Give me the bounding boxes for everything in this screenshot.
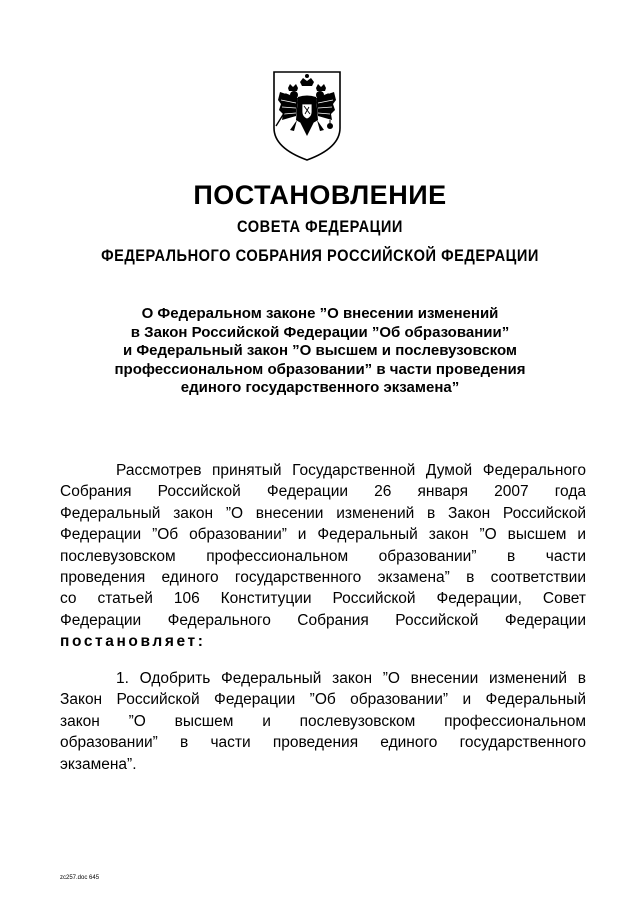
file-reference: zc257.doc 645 <box>60 875 100 881</box>
paragraph-line: послевузовском профессиональном образовании” в части <box>60 547 586 565</box>
issuer-line-1: СОВЕТА ФЕДЕРАЦИИ <box>237 217 403 236</box>
resolution-item-1 <box>60 668 586 775</box>
subject-line: и Федеральный закон ”О высшем и послевузовском <box>122 342 518 359</box>
subject-line: профессиональном образовании” в части проведения <box>114 360 526 378</box>
paragraph-line: проведения единого государственного экзамена” в соответствии <box>60 569 586 587</box>
document-subject <box>60 305 580 398</box>
preamble-paragraph <box>60 460 586 653</box>
paragraph-line: Федерации Федерального Собрания Российской Федерации <box>60 611 586 629</box>
subject-line: в Закон Российской Федерации ”Об образовании” <box>130 323 510 341</box>
issuer-line-2: ФЕДЕРАЛЬНОГО СОБРАНИЯ РОССИЙСКОЙ ФЕДЕРАЦИИ <box>101 246 539 265</box>
paragraph-line: Собрания Российской Федерации 26 января 2007 года <box>60 483 586 501</box>
paragraph-line: Федеральный закон ”О внесении изменений в Закон Российской <box>60 504 586 522</box>
resolves-keyword: постановляет: <box>60 633 206 651</box>
paragraph-line: Закон Российской Федерации ”Об образовании” и Федеральный <box>60 691 586 709</box>
subject-line: единого государственного экзамена” <box>180 379 460 396</box>
double-headed-eagle-coat-of-arms-icon <box>272 70 342 162</box>
paragraph-line: образовании” в части проведения единого государственного <box>60 734 586 752</box>
subject-line: О Федеральном законе ”О внесении изменений <box>141 305 499 322</box>
paragraph-line: экзамена”. <box>60 755 137 773</box>
paragraph-line: закон ”О высшем и послевузовском профессиональном <box>60 712 586 730</box>
paragraph-line: Рассмотрев принятый Государственной Думой Федерального <box>116 462 586 479</box>
paragraph-line: Федерации ”Об образовании” и Федеральный закон ”О высшем и <box>60 526 586 544</box>
paragraph-line: со статьей 106 Конституции Российской Федерации, Совет <box>60 590 586 608</box>
document-type-title: ПОСТАНОВЛЕНИЕ <box>193 180 447 210</box>
paragraph-line: 1. Одобрить Федеральный закон ”О внесении изменений в <box>116 670 586 687</box>
